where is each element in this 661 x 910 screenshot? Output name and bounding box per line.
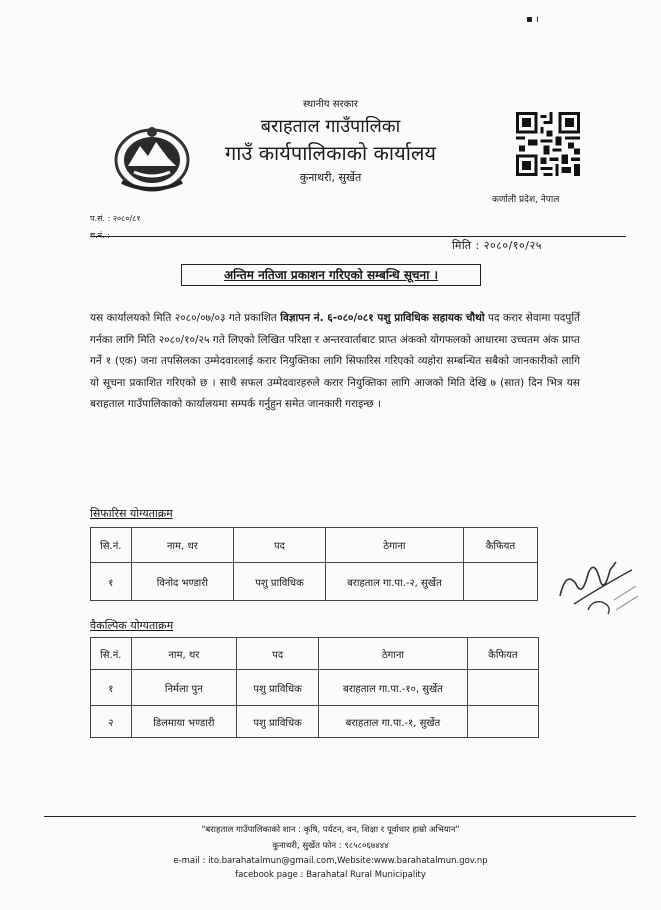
notice-title: अन्तिम नतिजा प्रकाशन गरिएको सम्बन्धि सूचना ।	[181, 264, 481, 286]
cell-remarks	[467, 670, 538, 706]
column-header: कैफियत	[463, 528, 537, 563]
municipality-name: बराहताल गाउँपालिका	[260, 116, 401, 137]
cell-serial: १	[91, 670, 132, 706]
office-location: कुनाथरी, सुर्खेत	[299, 171, 362, 184]
column-header: पद	[234, 528, 326, 563]
alternate-section-title: वैकल्पिक योग्यताक्रम	[90, 619, 174, 632]
letter-number: प.सं. : २०८०/८१	[90, 214, 141, 223]
office-name: गाउँ कार्यपालिकाको कार्यालय	[224, 141, 437, 165]
corner-mark: ▪ ı	[526, 14, 539, 25]
recommended-table	[90, 527, 538, 601]
notice-body	[90, 308, 580, 416]
alternate-table	[90, 637, 539, 738]
province-label: कर्णाली प्रदेश, नेपाल	[492, 195, 560, 205]
cell-address: बराहताल गा.पा.-१, सुर्खेत	[319, 706, 468, 738]
cell-post: पशु प्राविधिक	[237, 706, 319, 738]
cell-name: डिलमाया भण्डारी	[131, 706, 236, 738]
cell-post: पशु प्राविधिक	[237, 670, 319, 706]
footer-slogan: "बराहताल गाउँपालिकाको शान : कृषि, पर्यटन, वन, शिक्षा र पूर्वाधार हाम्रो अभियान"	[201, 825, 460, 835]
table-header-row	[91, 638, 539, 670]
cell-post: पशु प्राविधिक	[234, 563, 326, 601]
column-header: कैफियत	[467, 638, 538, 670]
table-header-row	[91, 528, 538, 563]
cell-remarks	[463, 563, 537, 601]
dispatch-number: च.नं. :	[90, 231, 110, 240]
table-row	[91, 706, 539, 738]
notice-date: मिति : २०८०/१०/२५	[452, 239, 542, 252]
cell-name: निर्मला पुन	[131, 670, 236, 706]
table-row	[91, 563, 538, 601]
cell-name: विनोद भण्डारी	[131, 563, 233, 601]
cell-remarks	[467, 706, 538, 738]
footer-contact: कुनाथरी, सुर्खेत फोन : ९८५८०६७४४४	[272, 841, 389, 851]
footer-facebook[interactable]: facebook page : Barahatal Rural Municipality	[235, 870, 426, 880]
column-header: ठेगाना	[325, 528, 463, 563]
column-header: सि.नं.	[91, 528, 132, 563]
qr-code-icon[interactable]	[516, 112, 580, 176]
government-label: स्थानीय सरकार	[303, 99, 358, 110]
header-divider	[90, 236, 626, 237]
body-part-3: पद करार सेवामा पदपुर्ति गर्नका लागि मिति २०८०/१०/२५ गते लिएको लिखित परिक्षा र अन्तरवार्ताबाट प्राप्त अंकको योगफलको आधारमा उच्चतम अंक प्राप्त गर्ने १ (एक) जना तपसिलका उम्मेदवारलाई करार नियुक्तिका लागि सिफारिस गरिएको व्यहोरा सम्बन्धित सबैको जानकारीको लागि यो सूचना प्रकाशित गरिएको छ । साथै सफल उम्मेदवारहरुले करार नियुक्तिका लागि आजको मिति देखि ७ (सात) दिन भित्र यस बराहताल गाउँपालिकाको कार्यालयमा सम्पर्क गर्नुहुन समेत जानकारी गराइन्छ ।	[90, 312, 581, 410]
signature-stamp-icon	[552, 540, 642, 620]
column-header: नाम, थर	[131, 638, 236, 670]
cell-address: बराहताल गा.पा.-१०, सुर्खेत	[319, 670, 468, 706]
footer-divider	[44, 816, 636, 817]
cell-serial: २	[91, 706, 132, 738]
body-part-1: यस कार्यालयको मिति २०८०/०७/०३ गते प्रकाशित	[90, 312, 277, 324]
advertisement-reference: विज्ञापन नं. ६-०८०/०८१ पशु प्राविधिक सहायक चौथो	[280, 312, 485, 324]
column-header: सि.नं.	[91, 638, 132, 670]
table-row	[91, 670, 539, 706]
cell-address: बराहताल गा.पा.-२, सुर्खेत	[325, 563, 463, 601]
column-header: नाम, थर	[131, 528, 233, 563]
cell-serial: १	[91, 563, 132, 601]
recommended-section-title: सिफारिस योग्यताक्रम	[90, 507, 173, 520]
column-header: ठेगाना	[319, 638, 468, 670]
column-header: पद	[237, 638, 319, 670]
footer-email-website[interactable]: e-mail : ito.barahatalmun@gmail.com,Website:www.barahatalmun.gov.np	[173, 856, 488, 866]
